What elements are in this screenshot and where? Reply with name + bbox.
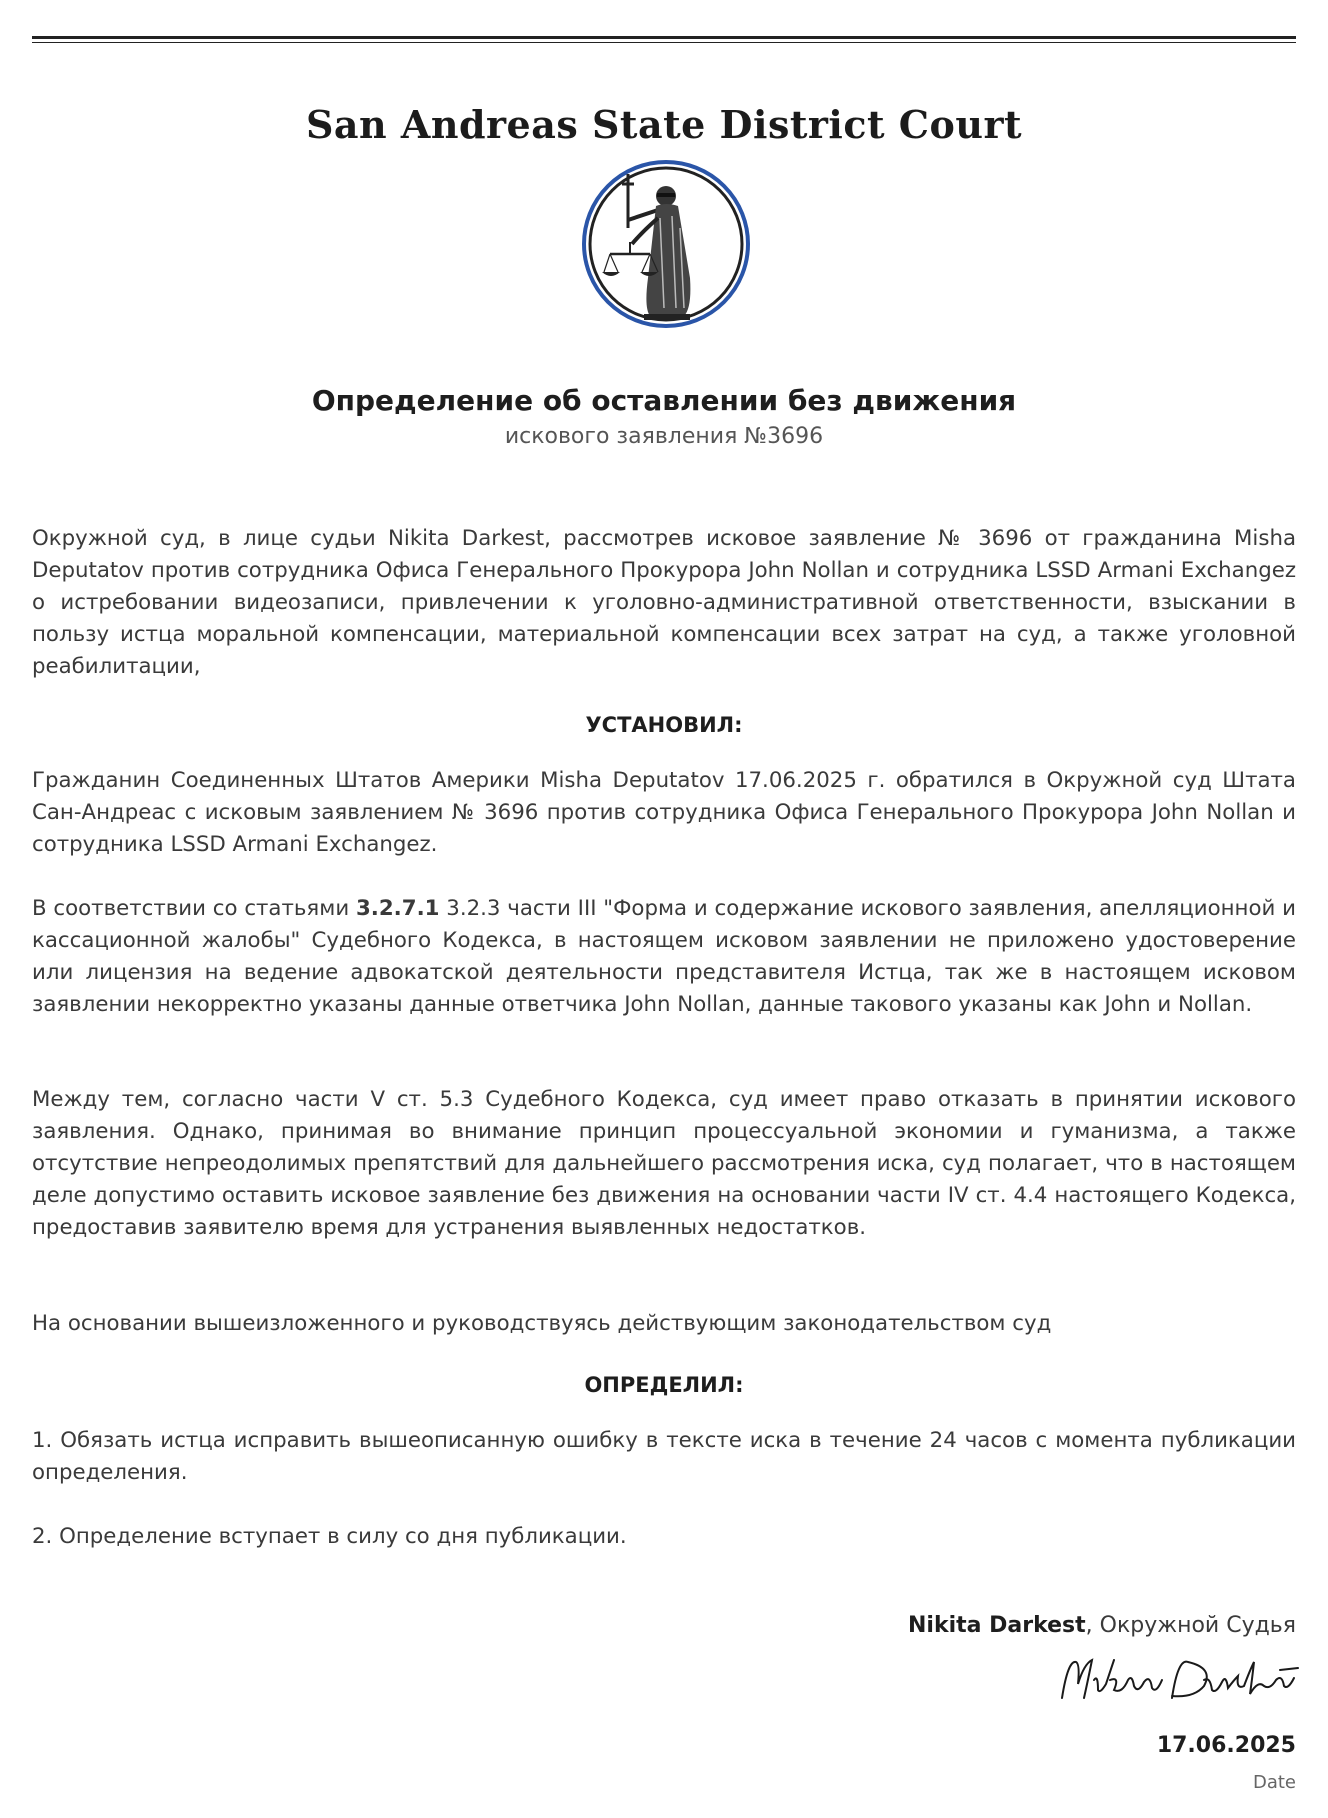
heading-established: УСТАНОВИЛ: (585, 713, 743, 737)
articles-rest: 3.2.3 части III "Форма и содержание искового заявления, апелляционной и кассационной жалобы" Судебного Кодекса, в настоящем исковом заявлении не приложено удостоверение или лицензия на ведение адвокатской деятельности представителя Истца, так же в настоящем исковом заявлении некорректно указаны данные ответчика John Nollan, данные такового указаны как John и Nollan. (32, 896, 1296, 1018)
top-rule-thin (32, 42, 1296, 43)
document-title: Определение об оставлении без движения (311, 384, 1017, 417)
judge-signature-line (908, 1613, 1296, 1638)
established-paragraph: Гражданин Соединенных Штатов Америки Misha Deputatov 17.06.2025 г. обратился в Окружной суд Штата Сан-Андреас с исковым заявлением № 3696 против сотрудника Офиса Генерального Прокурора John Nollan и сотрудника LSSD Armani Exchangez. (32, 768, 1296, 858)
heading-decided: ОПРЕДЕЛИЛ: (584, 1373, 744, 1397)
articles-prefix: В соответствии со статьями (32, 896, 350, 921)
signature-date-label: Date (1252, 1772, 1296, 1793)
meanwhile-paragraph: Между тем, согласно части V ст. 5.3 Судебного Кодекса, суд имеет право отказать в принятии искового заявления. Однако, принимая во внимание принцип процессуальной экономии и гуманизма, а также отсутствие непреодолимых препятствий для дальнейшего рассмотрения иска, суд полагает, что в настоящем деле допустимо оставить исковое заявление без движения на основании части IV ст. 4.4 настоящего Кодекса, предоставив заявителю время для устранения выявленных недостатков. (32, 1087, 1296, 1241)
handwritten-signature (1054, 1650, 1304, 1710)
decision-item-1: 1. Обязать истца исправить вышеописанную ошибку в тексте иска в течение 24 часов с момента публикации определения. (32, 1428, 1296, 1486)
decision-item-2: 2. Определение вступает в силу со дня публикации. (32, 1524, 627, 1549)
articles-paragraph (32, 893, 1296, 1021)
document-subtitle: искового заявления №3696 (504, 424, 824, 449)
basis-paragraph: На основании вышеизложенного и руководствуясь действующим законодательством суд (32, 1311, 1052, 1336)
court-name: San Andreas State District Court (305, 102, 1023, 147)
articles-bold-number: 3.2.7.1 (355, 896, 440, 921)
judge-title: , Окружной Судья (1085, 1613, 1296, 1638)
top-rule-thick (32, 36, 1296, 39)
intro-paragraph: Окружной суд, в лице судьи Nikita Darkest, рассмотрев исковое заявление № 3696 от гражданина Misha Deputatov против сотрудника Офиса Генерального Прокурора John Nollan и сотрудника LSSD Armani Exchangez о истребовании видеозаписи, привлечении к уголовно-административной ответственности, взыскании в пользу истца моральной компенсации, материальной компенсации всех затрат на суд, а также уголовной реабилитации, (32, 526, 1296, 680)
signature-date: 17.06.2025 (1156, 1733, 1296, 1758)
judge-name: Nikita Darkest (907, 1613, 1086, 1638)
lady-justice-seal-icon (580, 158, 752, 330)
